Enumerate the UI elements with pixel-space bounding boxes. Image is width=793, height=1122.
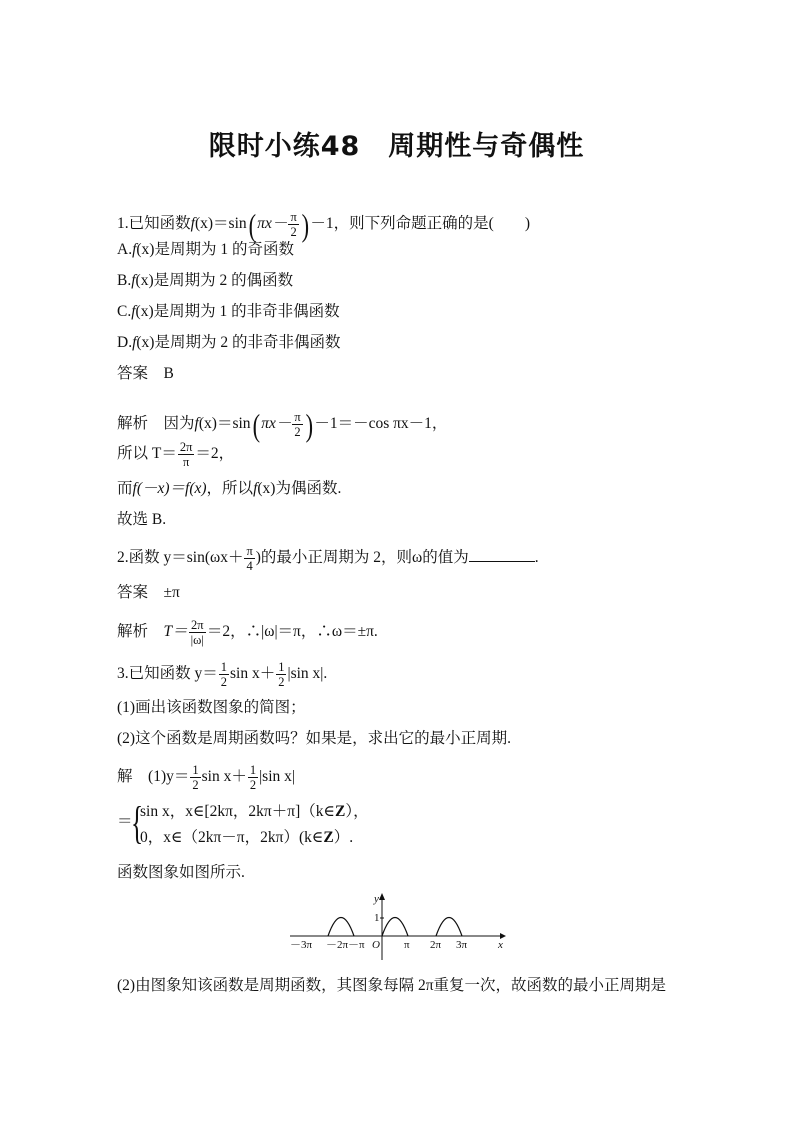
q2-stem: 2.函数 y＝sin(ωx＋ $\frac{\pi}{4}$ )的最小正周期为 2，则ω的值为 .: [117, 544, 539, 573]
tick-neg-2pi: －2π: [326, 939, 349, 951]
q2-answer: 答案 ±π: [117, 584, 180, 601]
q3-part1: (1)画出该函数图象的简图；: [117, 699, 306, 716]
function-graph: [288, 890, 508, 962]
page-title: 限时小练48 周期性与奇偶性: [208, 131, 585, 162]
y-label: y: [374, 893, 379, 905]
q3-solution: 解 (1)y＝ $\frac{1}{2}$ sin x＋ $\frac{1}{2}$ |sin x|: [117, 763, 295, 792]
arch-right: [436, 918, 462, 937]
y-axis-arrow: [379, 893, 385, 900]
q1-option-d: D.f(x)是周期为 2 的非奇非偶函数: [117, 334, 341, 351]
tick-neg-3pi: －3π: [290, 939, 313, 951]
q3-eq-sign: ＝: [117, 813, 133, 830]
q3-case2: 0，x∈（2kπ－π，2kπ）(k∈Z）.: [140, 829, 354, 846]
q1-analysis: 解析 因为f(x)＝sin( πx－ $\frac{\pi}{2}$ ) －1＝－cos πx－1，: [117, 406, 448, 443]
q1-period: 所以 T＝ $\frac{2\pi}{\pi}$ ＝2，: [117, 440, 235, 469]
q1-option-a: A.f(x)是周期为 1 的奇函数: [117, 241, 294, 258]
one-label: 1: [374, 912, 380, 924]
q3-case1: sin x，x∈[2kπ，2kπ＋π]（k∈Z），: [140, 803, 369, 820]
tick-3pi: 3π: [456, 939, 468, 951]
tick-2pi: 2π: [430, 939, 442, 951]
q1-even: 而f(－x)＝f(x)，所以f(x)为偶函数.: [117, 480, 342, 497]
q2-analysis: 解析 T＝ $\frac{2\pi}{|\omega|}$ ＝2，∴|ω|＝π，∴ω＝±π.: [117, 618, 378, 647]
piecewise-brace: {: [131, 797, 144, 848]
x-label: x: [498, 939, 503, 951]
pi-over-2: $\frac{\pi}{2}$: [290, 210, 297, 239]
q3-part2: (2)这个函数是周期函数吗？如果是，求出它的最小正周期.: [117, 730, 511, 747]
answer-blank: [469, 547, 535, 562]
q1-conclusion: 故选 B.: [117, 511, 167, 528]
q3-part2-solution: (2)由图象知该函数是周期函数，其图象每隔 2π重复一次，故函数的最小正周期是: [117, 977, 667, 994]
arch-left: [328, 918, 354, 937]
q1-option-b: B.f(x)是周期为 2 的偶函数: [117, 272, 294, 289]
tick-neg-pi: －π: [348, 939, 365, 951]
q1-option-c: C.f(x)是周期为 1 的非奇非偶函数: [117, 303, 340, 320]
tick-pi: π: [404, 939, 410, 951]
graph-caption: 函数图象如图所示.: [117, 864, 245, 881]
origin-label: O: [372, 939, 380, 951]
q1-answer: 答案 B: [117, 365, 174, 382]
q1-stem: 1.已知函数f(x)＝sin( πx－ $\frac{\pi}{2}$ ) －1，则下列命题正确的是( ): [117, 206, 530, 243]
arch-center: [382, 918, 408, 937]
q3-stem: 3.已知函数 y＝ $\frac{1}{2}$ sin x＋ $\frac{1}{2}$ |sin x|.: [117, 660, 328, 689]
